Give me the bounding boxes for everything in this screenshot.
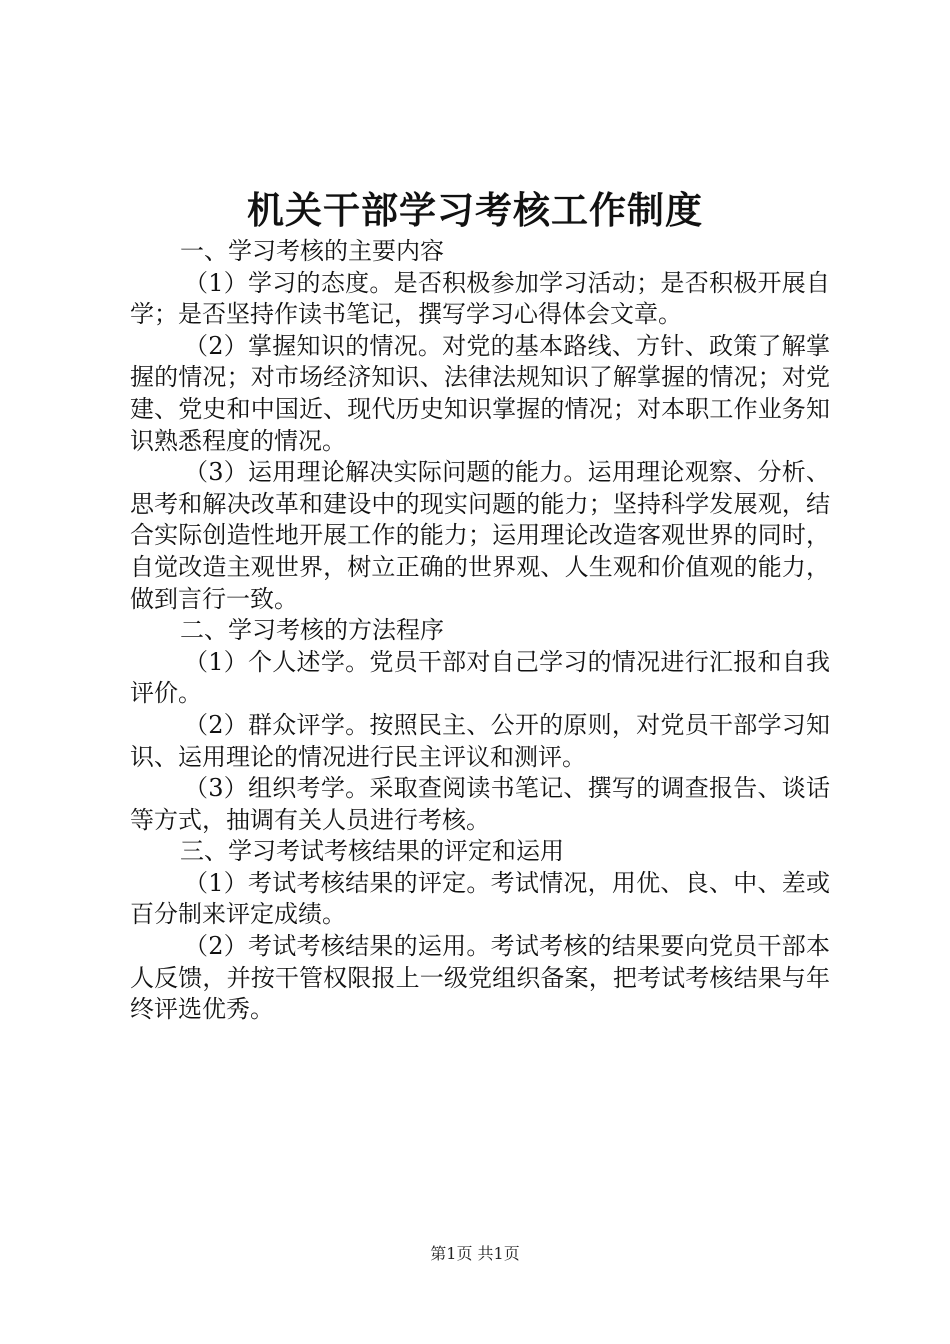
page-footer: 第1页 共1页	[430, 1244, 520, 1263]
section-heading-method: 二、学习考核的方法程序	[180, 616, 444, 645]
paragraph-ability: （3）运用理论解决实际问题的能力。运用理论观察、分析、思考和解决改革和建设中的现实问题的能力；坚持科学发展观，结合实际创造性地开展工作的能力；运用理论改造客观世界的同时，自觉改造主观世界，树立正确的世界观、人生观和价值观的能力，做到言行一致。	[130, 458, 830, 613]
section-heading-content: 一、学习考核的主要内容	[180, 237, 444, 265]
paragraph-public-review: （2）群众评学。按照民主、公开的原则，对党员干部学习知识、运用理论的情况进行民主评议和测评。	[130, 710, 830, 771]
document-body	[130, 236, 830, 1026]
paragraph-self-report: （1）个人述学。党员干部对自己学习的情况进行汇报和自我评价。	[130, 647, 830, 708]
section-heading-results: 三、学习考试考核结果的评定和运用	[180, 837, 564, 866]
paragraph-knowledge: （2）掌握知识的情况。对党的基本路线、方针、政策了解掌握的情况；对市场经济知识、法律法规知识了解掌握的情况；对党建、党史和中国近、现代历史知识掌握的情况；对本职工作业务知识熟悉程度的情况。	[130, 331, 830, 455]
document-title: 机关干部学习考核工作制度	[247, 188, 703, 232]
paragraph-result-evaluation: （1）考试考核结果的评定。考试情况，用优、良、中、差或百分制来评定成绩。	[130, 868, 830, 929]
paragraph-attitude: （1）学习的态度。是否积极参加学习活动；是否积极开展自学；是否坚持作读书笔记，撰写学习心得体会文章。	[130, 268, 830, 329]
paragraph-organization-exam: （3）组织考学。采取查阅读书笔记、撰写的调查报告、谈话等方式，抽调有关人员进行考核。	[130, 774, 830, 834]
paragraph-result-use: （2）考试考核结果的运用。考试考核的结果要向党员干部本人反馈，并按干管权限报上一级党组织备案，把考试考核结果与年终评选优秀。	[130, 932, 830, 1024]
